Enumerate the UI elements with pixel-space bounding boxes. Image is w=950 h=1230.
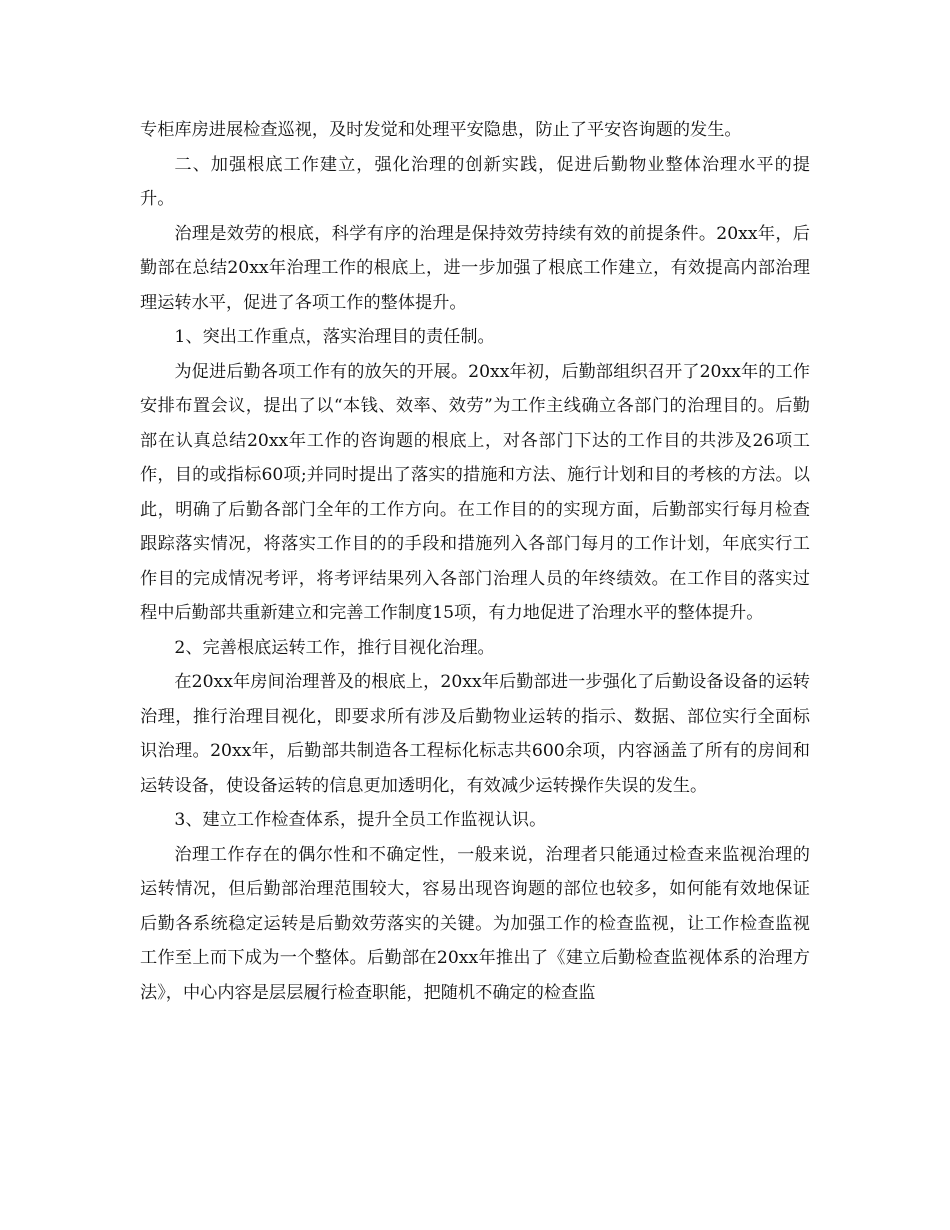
paragraph-3: 治理是效劳的根底，科学有序的治理是保持效劳持续有效的前提条件。20xx年，后勤部在总结20xx年治理工作的根底上，进一步加强了根底工作建立，有效提高内部治理理运转水平，促进了各项工作的整体提升。 [140, 223, 810, 313]
subheading-1: 1、突出工作重点，落实治理目的责任制。 [174, 327, 495, 347]
paragraph-5: 为促进后勤各项工作有的放矢的开展。20xx年初，后勤部组织召开了20xx年的工作安排布置会议，提出了以“本钱、效率、效劳”为工作主线确立各部门的治理目的。后勤部在认真总结20xx年工作的咨询题的根底上，对各部门下达的工作目的共涉及26项工作，目的或指标60项;并同时提出了落实的措施和方法、施行计划和目的考核的方法。以此，明确了后勤各部门全年的工作方向。在工作目的的实现方面，后勤部实行每月检查跟踪落实情况，将落实工作目的的手段和措施列入各部门每月的工作计划，年底实行工作目的完成情况考评，将考评结果列入各部门治理人员的年终绩效。在工作目的落实过程中后勤部共重新建立和完善工作制度15项，有力地促进了治理水平的整体提升。 [140, 361, 810, 623]
paragraph-7: 在20xx年房间治理普及的根底上，20xx年后勤部进一步强化了后勤设备设备的运转治理，推行治理目视化，即要求所有涉及后勤物业运转的指示、数据、部位实行全面标识治理。20xx年，后勤部共制造各工程标化标志共600余项，内容涵盖了所有的房间和运转设备，使设备运转的信息更加透明化，有效减少运转操作失误的发生。 [140, 672, 810, 796]
paragraph-9: 治理工作存在的偶尔性和不确定性，一般来说，治理者只能通过检查来监视治理的运转情况，但后勤部治理范围较大，容易出现咨询题的部位也较多，如何能有效地保证后勤各系统稳定运转是后勤效劳落实的关键。为加强工作的检查监视，让工作检查监视工作至上而下成为一个整体。后勤部在20xx年推出了《建立后勤检查监视体系的治理方法》，中心内容是层层履行检查职能，把随机不确定的检查监 [140, 844, 810, 1003]
paragraph-1: 专柜库房进展检查巡视，及时发觉和处理平安隐患，防止了平安咨询题的发生。 [140, 120, 742, 140]
document-page [140, 113, 810, 1010]
subheading-2: 2、完善根底运转工作，推行目视化治理。 [174, 637, 495, 658]
subheading-3: 3、建立工作检查体系，提升全员工作监视认识。 [174, 810, 547, 830]
section-heading-2: 二、加强根底工作建立，强化治理的创新实践，促进后勤物业整体治理水平的提升。 [140, 154, 810, 209]
